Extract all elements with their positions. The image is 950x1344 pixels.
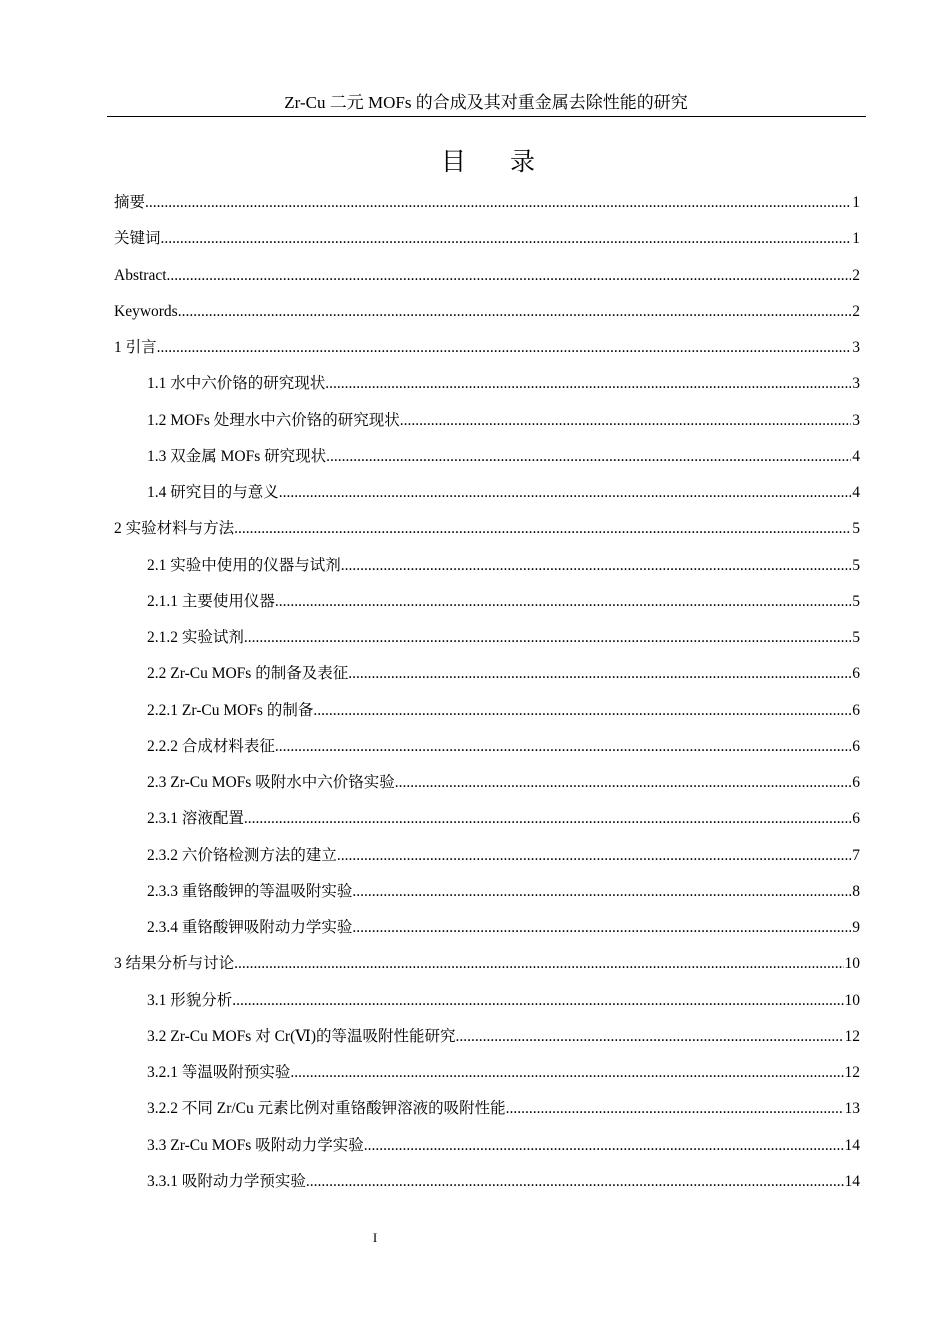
- toc-entry-page: 5: [852, 520, 860, 538]
- toc-dot-leader: [341, 554, 851, 578]
- toc-dot-leader: [279, 481, 851, 505]
- toc-entry[interactable]: [147, 481, 860, 505]
- toc-entry-label: 2 实验材料与方法: [114, 520, 235, 538]
- toc-entry-label: 3.2 Zr-Cu MOFs 对 Cr(Ⅵ)的等温吸附性能研究: [147, 1027, 456, 1045]
- toc-entry[interactable]: [147, 445, 860, 469]
- toc-entry[interactable]: [114, 191, 860, 215]
- toc-entry-label: 2.3 Zr-Cu MOFs 吸附水中六价铬实验: [147, 774, 395, 791]
- toc-entry[interactable]: [147, 916, 860, 940]
- toc-entry-page: 14: [844, 1172, 860, 1190]
- toc-entry-label: 2.1.1 主要使用仪器: [147, 592, 275, 610]
- toc-title-right: 录: [510, 149, 536, 176]
- toc-entry-page: 6: [852, 774, 860, 791]
- toc-entry-label: 2.3.2 六价铬检测方法的建立: [147, 846, 337, 864]
- toc-dot-leader: [456, 1025, 844, 1049]
- toc-entry[interactable]: [114, 517, 860, 541]
- toc-entry-page: 3: [852, 411, 860, 429]
- header-rule: [107, 116, 866, 117]
- toc-entry[interactable]: [147, 1061, 860, 1085]
- toc-entry-label: 1.3 双金属 MOFs 研究现状: [147, 447, 327, 465]
- toc-entry-label: 摘要: [114, 194, 146, 211]
- toc-entry-label: 1 引言: [114, 339, 157, 356]
- toc-dot-leader: [325, 372, 851, 396]
- toc-entry-label: 关键词: [114, 230, 161, 248]
- toc-entry-label: 3.1 形貌分析: [147, 991, 233, 1009]
- toc-entry-label: 2.2 Zr-Cu MOFs 的制备及表征: [147, 665, 349, 683]
- toc-entry-page: 5: [852, 556, 860, 574]
- toc-entry[interactable]: [147, 554, 860, 578]
- toc-entry-label: 2.3.1 溶液配置: [147, 810, 244, 828]
- toc-entry-page: 3: [852, 339, 860, 356]
- toc-entry-page: 12: [844, 1064, 860, 1081]
- toc-dot-leader: [352, 916, 851, 940]
- toc-entry-page: 13: [844, 1100, 860, 1118]
- toc-dot-leader: [326, 445, 851, 469]
- toc-entry-label: 3 结果分析与讨论: [114, 955, 235, 973]
- page-number: I: [372, 1230, 378, 1245]
- toc-dot-leader: [337, 844, 851, 868]
- toc-entry-label: 2.1.2 实验试剂: [147, 629, 244, 646]
- toc-entry-page: 7: [852, 846, 860, 864]
- toc-entry-label: 3.2.2 不同 Zr/Cu 元素比例对重铬酸钾溶液的吸附性能: [147, 1100, 506, 1118]
- toc-entry-page: 14: [844, 1136, 860, 1154]
- toc-entry-label: 3.3 Zr-Cu MOFs 吸附动力学实验: [147, 1136, 364, 1154]
- toc-dot-leader: [275, 590, 851, 614]
- toc-entry[interactable]: [114, 300, 860, 324]
- toc-entry[interactable]: [147, 1170, 860, 1194]
- toc-entry[interactable]: [147, 989, 860, 1013]
- toc-entry-page: 8: [852, 882, 860, 900]
- toc-dot-leader: [506, 1097, 844, 1121]
- toc-entry[interactable]: [147, 735, 860, 759]
- toc-dot-leader: [167, 264, 852, 288]
- toc-entry-page: 12: [844, 1027, 860, 1045]
- toc-dot-leader: [306, 1170, 844, 1194]
- toc-entry[interactable]: [114, 227, 860, 251]
- toc-entry[interactable]: [147, 1134, 860, 1158]
- toc-entry-label: 3.2.1 等温吸附预实验: [147, 1064, 291, 1081]
- toc-dot-leader: [161, 227, 852, 251]
- toc-entry[interactable]: [147, 844, 860, 868]
- toc-entry[interactable]: [147, 590, 860, 614]
- toc-dot-leader: [395, 771, 852, 795]
- toc-entry-page: 5: [852, 629, 860, 646]
- toc-title-left: 目: [440, 149, 466, 176]
- toc-entry-page: 4: [852, 447, 860, 465]
- toc-entry-page: 10: [844, 955, 860, 973]
- toc-entry-label: 2.2.1 Zr-Cu MOFs 的制备: [147, 701, 314, 719]
- toc-entry[interactable]: [147, 1097, 860, 1121]
- toc-entry[interactable]: [147, 1025, 860, 1049]
- toc-entry-page: 2: [852, 266, 860, 284]
- toc-entry[interactable]: [114, 336, 860, 360]
- toc-dot-leader: [244, 626, 851, 650]
- toc-entry[interactable]: [114, 952, 860, 976]
- toc-entry-label: Keywords: [114, 302, 178, 320]
- toc-entry[interactable]: [147, 880, 860, 904]
- toc-entry-label: 2.2.2 合成材料表征: [147, 737, 275, 755]
- toc-entry-label: 3.3.1 吸附动力学预实验: [147, 1172, 306, 1190]
- toc-entry-page: 6: [852, 701, 860, 719]
- toc-entry-page: 2: [852, 302, 860, 320]
- toc-entry[interactable]: [147, 409, 860, 433]
- toc-entry-page: 6: [852, 665, 860, 683]
- toc-entry[interactable]: [147, 807, 860, 831]
- toc-dot-leader: [275, 735, 851, 759]
- toc-dot-leader: [352, 880, 851, 904]
- toc-dot-leader: [348, 662, 851, 686]
- toc-entry-page: 9: [852, 919, 860, 936]
- toc-entry-page: 5: [852, 592, 860, 610]
- toc-entry[interactable]: [147, 662, 860, 686]
- running-header: Zr-Cu 二元 MOFs 的合成及其对重金属去除性能的研究: [284, 93, 688, 112]
- toc-entry[interactable]: [114, 264, 860, 288]
- toc-entry-page: 10: [844, 991, 860, 1009]
- toc-title: [0, 146, 950, 180]
- toc-dot-leader: [244, 807, 851, 831]
- toc-entry-label: Abstract: [114, 266, 167, 284]
- toc-entry-label: 2.1 实验中使用的仪器与试剂: [147, 556, 341, 574]
- toc-entry-page: 3: [852, 375, 860, 393]
- toc-dot-leader: [290, 1061, 843, 1085]
- toc-dot-leader: [234, 517, 851, 541]
- toc-dot-leader: [157, 336, 852, 360]
- toc-entry-page: 6: [852, 810, 860, 828]
- toc-dot-leader: [364, 1134, 844, 1158]
- toc-dot-leader: [400, 409, 851, 433]
- toc-entry[interactable]: [147, 372, 860, 396]
- toc-dot-leader: [313, 699, 851, 723]
- toc-entry[interactable]: [147, 626, 860, 650]
- toc-dot-leader: [145, 191, 851, 215]
- toc-entry-label: 2.3.4 重铬酸钾吸附动力学实验: [147, 919, 353, 936]
- toc-dot-leader: [232, 989, 843, 1013]
- toc-dot-leader: [234, 952, 843, 976]
- toc-entry-page: 6: [852, 737, 860, 755]
- toc-entry-label: 1.4 研究目的与意义: [147, 484, 279, 501]
- toc-entry[interactable]: [147, 699, 860, 723]
- toc-dot-leader: [178, 300, 852, 324]
- toc-entry-page: 1: [852, 230, 860, 248]
- toc-entry-page: 1: [852, 194, 860, 211]
- toc-entry-label: 2.3.3 重铬酸钾的等温吸附实验: [147, 882, 353, 900]
- toc-entry-label: 1.1 水中六价铬的研究现状: [147, 375, 326, 393]
- toc-entry-label: 1.2 MOFs 处理水中六价铬的研究现状: [147, 411, 400, 429]
- toc-entry-page: 4: [852, 484, 860, 501]
- toc-entry[interactable]: [147, 771, 860, 795]
